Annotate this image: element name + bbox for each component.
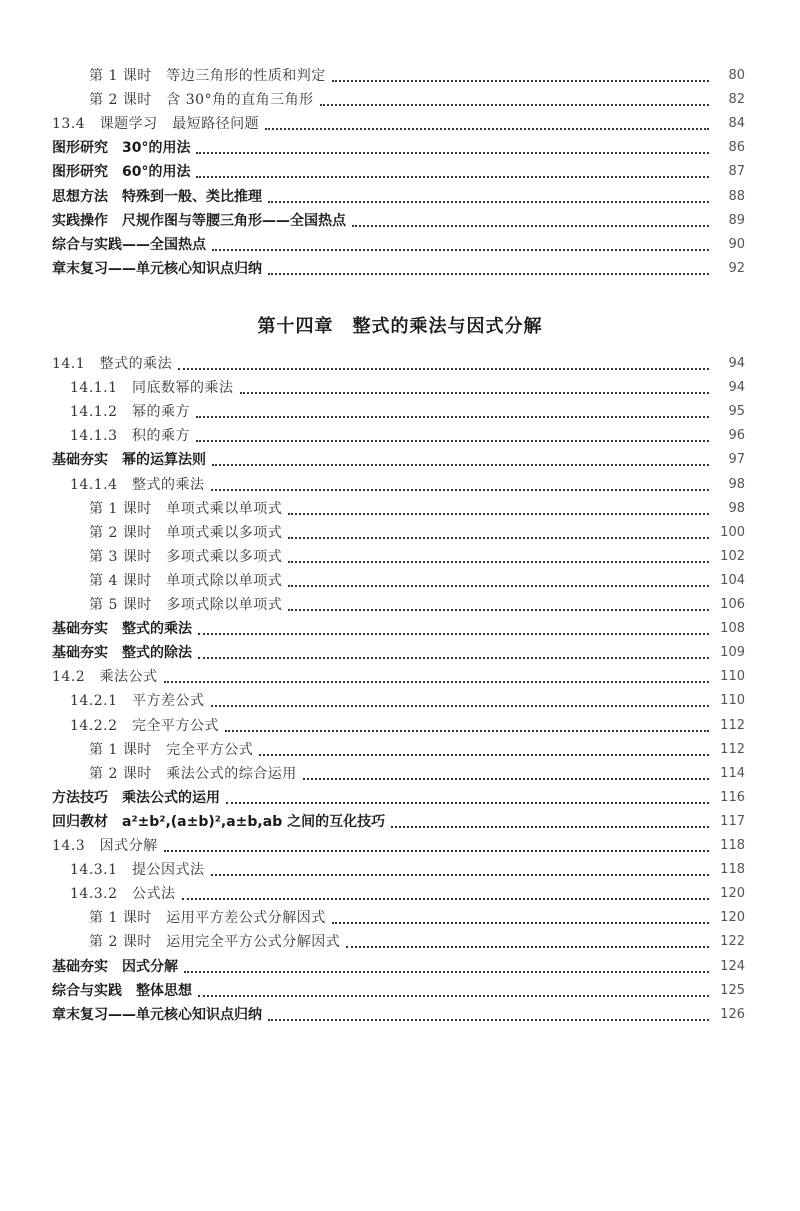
toc-leader-dots [226,798,709,804]
toc-leader-dots [352,221,709,227]
toc-entry-page-number: 88 [728,188,745,204]
toc-entry-page-number: 120 [720,886,745,902]
toc-entry-label: 回归教材 a²±b²,(a±b)²,a±b,ab 之间的互化技巧 [52,813,386,830]
toc-entry [0,350,800,374]
toc-entry-label: 第 1 课时 运用平方差公式分解因式 [89,910,326,927]
toc-entry-page-number: 86 [728,140,745,156]
toc-entry [0,134,800,158]
toc-entry [0,422,800,446]
toc-entry-page-number: 84 [728,116,745,132]
toc-leader-dots [268,197,709,203]
toc-leader-dots [332,918,709,924]
toc-leader-dots [320,100,709,106]
toc-entry-label: 基础夯实 因式分解 [52,958,178,975]
toc-entry-page-number: 98 [728,500,745,516]
toc-leader-dots [196,436,709,442]
toc-leader-dots [288,605,709,611]
chapter-title: 第十四章 整式的乘法与因式分解 [257,316,543,337]
toc-entry-page-number: 87 [728,164,745,180]
toc-leader-dots [288,581,709,587]
toc-entry-page-number: 100 [720,524,745,540]
toc-entry-page-number: 124 [720,958,745,974]
toc-entry-label: 章末复习——单元核心知识点归纳 [52,260,262,277]
toc-leader-dots [288,509,709,515]
toc-entry [0,880,800,904]
toc-entry-page-number: 109 [720,645,745,661]
toc-entry [0,687,800,711]
toc-entry-label: 思想方法 特殊到一般、类比推理 [52,188,262,205]
toc-entry [0,86,800,110]
toc-entry-page-number: 94 [728,356,745,371]
toc-entry-page-number: 118 [720,838,745,853]
toc-leader-dots [303,774,709,780]
toc-entry [0,183,800,207]
toc-entry-label: 基础夯实 整式的除法 [52,645,192,662]
toc-entry [0,495,800,519]
toc-leader-dots [225,726,709,732]
toc-leader-dots [288,557,709,563]
toc-leader-dots [240,388,709,394]
toc-entry-page-number: 96 [728,428,745,444]
toc-entry [0,904,800,928]
toc-entry [0,519,800,543]
toc-leader-dots [178,364,709,370]
toc-entry-label: 14.1.4 整式的乘法 [70,476,205,493]
toc-entry [0,928,800,952]
toc-leader-dots [196,412,709,418]
toc-leader-dots [332,76,709,82]
toc-entry [0,62,800,86]
toc-entry [0,158,800,182]
toc-entry [0,832,800,856]
toc-entry-label: 14.3 因式分解 [52,838,158,854]
toc-entry [0,567,800,591]
toc-entry-label: 第 5 课时 多项式除以单项式 [89,597,283,613]
toc-entry [0,712,800,736]
toc-entry-page-number: 90 [728,236,745,252]
toc-entry-page-number: 82 [728,92,745,108]
toc-entry-page-number: 104 [720,572,745,588]
toc-leader-dots [196,172,709,178]
toc-entry-page-number: 110 [720,693,745,709]
toc-entry [0,663,800,687]
toc-entry-page-number: 95 [728,404,745,420]
toc-entry-label: 图形研究 30°的用法 [52,140,191,157]
toc-entry-page-number: 108 [720,621,745,637]
toc-entry-page-number: 118 [720,862,745,878]
toc-entry-label: 第 2 课时 含 30°角的直角三角形 [89,92,314,109]
toc-entry [0,255,800,279]
toc-entry-label: 第 2 课时 单项式乘以多项式 [89,524,283,541]
toc-entry [0,736,800,760]
toc-entry-label: 基础夯实 整式的乘法 [52,621,192,638]
toc-leader-dots [212,460,709,466]
toc-entry-label: 14.1.1 同底数幂的乘法 [70,380,234,397]
toc-entry-label: 综合与实践 整体思想 [52,982,192,999]
toc-entry [0,446,800,470]
toc-entry-page-number: 110 [720,669,745,685]
toc-entry-label: 图形研究 60°的用法 [52,164,191,181]
toc-entry-label: 第 2 课时 乘法公式的综合运用 [89,765,297,782]
toc-entry [0,856,800,880]
toc-entry-label: 14.2.1 平方差公式 [70,693,205,710]
toc-entry-page-number: 126 [720,1006,745,1022]
toc-leader-dots [164,846,709,852]
toc-entry-label: 14.1 整式的乘法 [52,356,173,372]
toc-entry-label: 实践操作 尺规作图与等腰三角形——全国热点 [52,212,346,229]
toc-leader-dots [198,629,709,635]
toc-entry-page-number: 80 [728,68,745,83]
toc-entry-page-number: 98 [728,476,745,492]
toc-entry-label: 第 2 课时 运用完全平方公式分解因式 [89,934,341,951]
toc-entry-label: 章末复习——单元核心知识点归纳 [52,1006,262,1023]
toc-leader-dots [211,701,709,707]
toc-leader-dots [196,148,709,154]
toc-leader-dots [164,677,709,683]
toc-entry [0,374,800,398]
toc-leader-dots [268,269,709,275]
toc-entry [0,977,800,1001]
toc-entry-label: 第 4 课时 单项式除以单项式 [89,572,283,589]
toc-entry-label: 14.3.2 公式法 [70,886,176,903]
toc-entry-label: 第 1 课时 完全平方公式 [89,741,254,758]
toc-entry-label: 14.3.1 提公因式法 [70,862,205,879]
toc-entry-label: 第 1 课时 等边三角形的性质和判定 [89,68,326,84]
toc-leader-dots [211,870,709,876]
toc-entry-page-number: 102 [720,548,745,564]
toc-entry [0,615,800,639]
toc-entry [0,1001,800,1025]
toc-entry-label: 14.2 乘法公式 [52,669,158,686]
toc-entry-page-number: 97 [728,452,745,468]
toc-leader-dots [265,124,709,130]
toc-entry [0,398,800,422]
toc-entry-label: 方法技巧 乘法公式的运用 [52,789,220,806]
toc-entry [0,231,800,255]
toc-entry [0,760,800,784]
toc-entry [0,110,800,134]
toc-leader-dots [212,245,709,251]
toc-leader-dots [391,822,709,828]
toc-entry-page-number: 106 [720,597,745,612]
toc-entry-label: 基础夯实 幂的运算法则 [52,452,206,469]
toc-entry [0,591,800,615]
toc-leader-dots [259,750,709,756]
toc-entry-label: 13.4 课题学习 最短路径问题 [52,116,260,133]
toc-entry-page-number: 112 [720,741,745,757]
toc-leader-dots [346,942,709,948]
toc-entry [0,207,800,231]
toc-entry [0,784,800,808]
toc-leader-dots [184,967,709,973]
toc-entry-page-number: 92 [728,260,745,276]
toc-entry [0,953,800,977]
toc-entry [0,543,800,567]
toc-entry-label: 综合与实践——全国热点 [52,236,206,253]
toc-entry-page-number: 112 [720,717,745,733]
toc-entry-label: 第 1 课时 单项式乘以单项式 [89,500,283,517]
toc-entry-page-number: 125 [720,982,745,998]
toc-entry [0,808,800,832]
toc-entry-page-number: 114 [720,765,745,781]
toc-leader-dots [198,991,709,997]
toc-entry-page-number: 122 [720,934,745,950]
toc-entry-page-number: 89 [728,212,745,228]
toc-entry-page-number: 116 [720,789,745,805]
toc-leader-dots [288,533,709,539]
toc-entry-label: 14.1.3 积的乘方 [70,428,191,445]
toc-leader-dots [211,485,709,491]
toc-entry-label: 第 3 课时 多项式乘以多项式 [89,548,283,565]
toc-entry-page-number: 117 [720,813,745,829]
toc-leader-dots [182,894,709,900]
toc-leader-dots [268,1015,709,1021]
toc-entry [0,471,800,495]
toc-entry-page-number: 94 [728,380,745,396]
toc-entry-label: 14.2.2 完全平方公式 [70,717,220,734]
toc-entry-page-number: 120 [720,910,745,926]
toc-entry [0,639,800,663]
toc-entry-label: 14.1.2 幂的乘方 [70,404,191,421]
toc-leader-dots [198,653,709,659]
